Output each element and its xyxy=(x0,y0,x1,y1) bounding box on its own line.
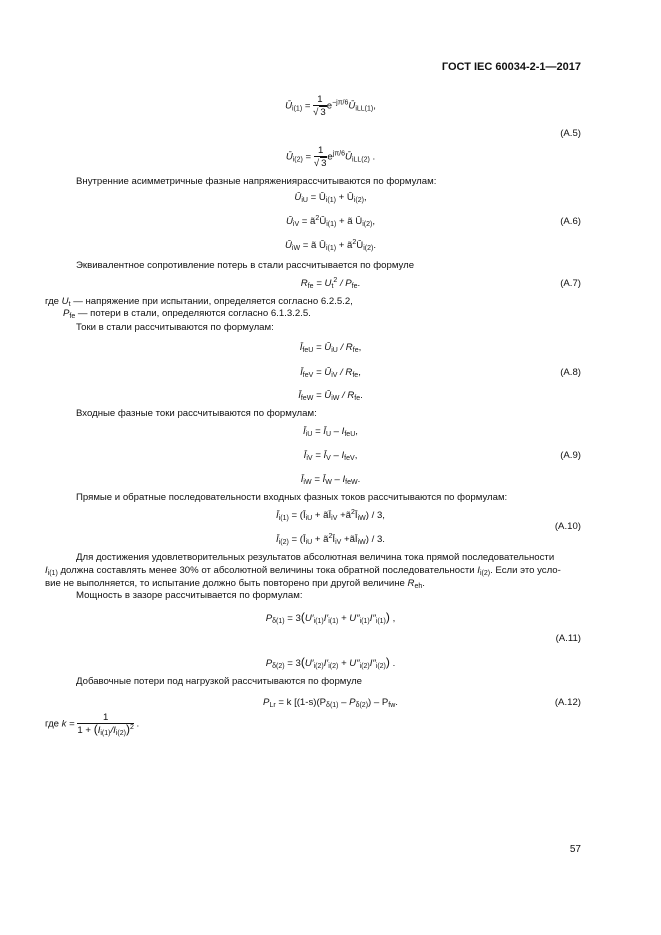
equation-a8-line2: $Ī_{feV}$ = $Ū_{iV} / R_{fe}$, xyxy=(300,367,361,379)
paragraph-iron-currents: Токи в стали рассчитываются по формулам: xyxy=(76,322,274,333)
equation-a9-line2: $Ī_{iV}$ = $Ī_V - I_{feV}$, xyxy=(303,450,358,462)
equation-a6-line2: $Ū_{iV}$ = $ã^2Ū_{i(1)}$ + ã $Ū_{i(2)}$, xyxy=(285,215,376,228)
equation-a6-line1: $Ū_{iU}$ = $Ū_{i(1)}$ + $Ū_{i(2)}$, xyxy=(294,192,367,204)
where-ut: где $U_t$ — напряжение при испытании, определяется согласно 6.2.5.2, xyxy=(45,296,353,308)
paragraph-condition-line1: Для достижения удовлетворительных результатов абсолютная величина тока прямой последовательности xyxy=(76,552,555,563)
fraction: $\frac{1}{1 + (I_{i(1)}/I_{i(2)})^2}$ xyxy=(77,712,134,737)
where-pfe: $P_{fe}$ — потери в стали, определяются согласно 6.1.3.2.5. xyxy=(63,308,311,320)
paren-close-icon: ) xyxy=(385,610,390,624)
fraction: $\frac{1}{√ 3}$ xyxy=(313,94,326,118)
equation-label-a6: (A.6) xyxy=(560,216,581,227)
equation-label-a5: (A.5) xyxy=(560,128,581,139)
equation-a9-line1: $Ī_{iU}$ = $Ī_U - I_{feU}$, xyxy=(303,426,358,438)
equation-a11-line2: $P_{\delta(2)} = 3(U'_{i(2)}I'_{i(2)} + U''_{i(2)}I''_{i(2)})$ . xyxy=(265,655,396,670)
sqrt-icon: √ xyxy=(313,158,320,169)
sqrt-icon: √ xyxy=(313,107,319,118)
equation-label-a9: (A.9) xyxy=(560,450,581,461)
paragraph-condition-line3: вие не выполняется, то испытание должно быть повторено при другой величине $R_{eh}$. xyxy=(45,578,425,590)
paragraph-condition-line2: $I_{i(1)}$ должна составлять менее 30% от абсолютной величины тока обратной последовательности $I_{i(2)}$. Если это усло- xyxy=(45,565,561,577)
equation-a10-line1: $Ī_{i(1)}$ = ($Ī_{iU}$ + $ãĪ_{iV}$ $+ã^2Ī_{iW}) / 3$, xyxy=(276,509,385,522)
paren-open-icon: ( xyxy=(300,610,305,624)
equation-a5-line2: $Ū_{i(2)}$ = $\frac{1}{√ 3}$ $e^{j\pi/6}Ū_{iLL(2)}$ . xyxy=(285,145,376,169)
paragraph-stray-load-losses: Добавочные потери под нагрузкой рассчитываются по формуле xyxy=(76,676,363,687)
document-header: ГОСТ IEC 60034-2-1—2017 xyxy=(441,61,581,73)
paragraph-iron-loss-resistance: Эквивалентное сопротивление потерь в стали рассчитывается по формуле xyxy=(76,260,415,271)
equation-a10-line2: $Ī_{i(2)}$ = ($Ī_{iU}$ + $ã^2Ī_{iV}$ $+ãĪ_{iW}) / 3$. xyxy=(276,533,385,546)
equation-a7: $R_{fe} = U_t^2 / P_{fe}$. xyxy=(300,277,361,290)
equation-a8-line3: $Ī_{feW}$ = $Ū_{iW} / R_{fe}$. xyxy=(298,390,363,402)
equation-a12: $P_{Lr} = k$ [$(1-s)(P_{\delta(1)} - P_{\delta(2)}) - P_{fw}$. xyxy=(263,697,398,709)
paragraph-sequence-currents: Прямые и обратные последовательности входных фазных токов рассчитываются по формулам: xyxy=(76,492,508,503)
paren-open-icon: ( xyxy=(93,722,98,736)
equation-label-a8: (A.8) xyxy=(560,367,581,378)
equation-a5-line1: $Ū_{i(1)}$ = $\frac{1}{√ 3}$ $e^{-j\pi/6}Ū_{iLL(1)}$, xyxy=(285,94,376,118)
equation-a6-line3: $Ū_{iW}$ = ã $Ū_{i(1)}$ + $ã^2Ū_{i(2)}$. xyxy=(284,239,377,252)
paragraph-airgap-power: Мощность в зазоре рассчитывается по формулам: xyxy=(76,590,303,601)
equation-label-a7: (A.7) xyxy=(560,278,581,289)
paren-close-icon: ) xyxy=(385,655,390,669)
paren-close-icon: ) xyxy=(125,722,130,736)
equation-label-a11: (A.11) xyxy=(555,633,581,644)
paragraph-input-phase-currents: Входные фазные токи рассчитываются по формулам: xyxy=(76,408,317,419)
fraction: $\frac{1}{√ 3}$ xyxy=(313,145,327,169)
paren-open-icon: ( xyxy=(300,655,305,669)
equation-a9-line3: $Ī_{iW}$ = $Ī_W - I_{feW}$. xyxy=(300,474,361,486)
equation-a8-line1: $Ī_{feU}$ = $Ū_{iU} / R_{fe}$, xyxy=(299,342,362,354)
page-number: 57 xyxy=(569,844,581,855)
equation-label-a10: (A.10) xyxy=(554,521,581,532)
equation-a11-line1: $P_{\delta(1)} = 3(U'_{i(1)}I'_{i(1)} + U''_{i(1)}I''_{i(1)})$ , xyxy=(265,610,396,625)
k-definition: где k = $\frac{1}{1 + (I_{i(1)}/I_{i(2)})^2}$ . xyxy=(45,712,140,737)
equation-label-a12: (A.12) xyxy=(554,697,581,708)
paragraph-asymmetric-voltages: Внутренние асимметричные фазные напряжениярассчитываются по формулам: xyxy=(76,176,437,187)
